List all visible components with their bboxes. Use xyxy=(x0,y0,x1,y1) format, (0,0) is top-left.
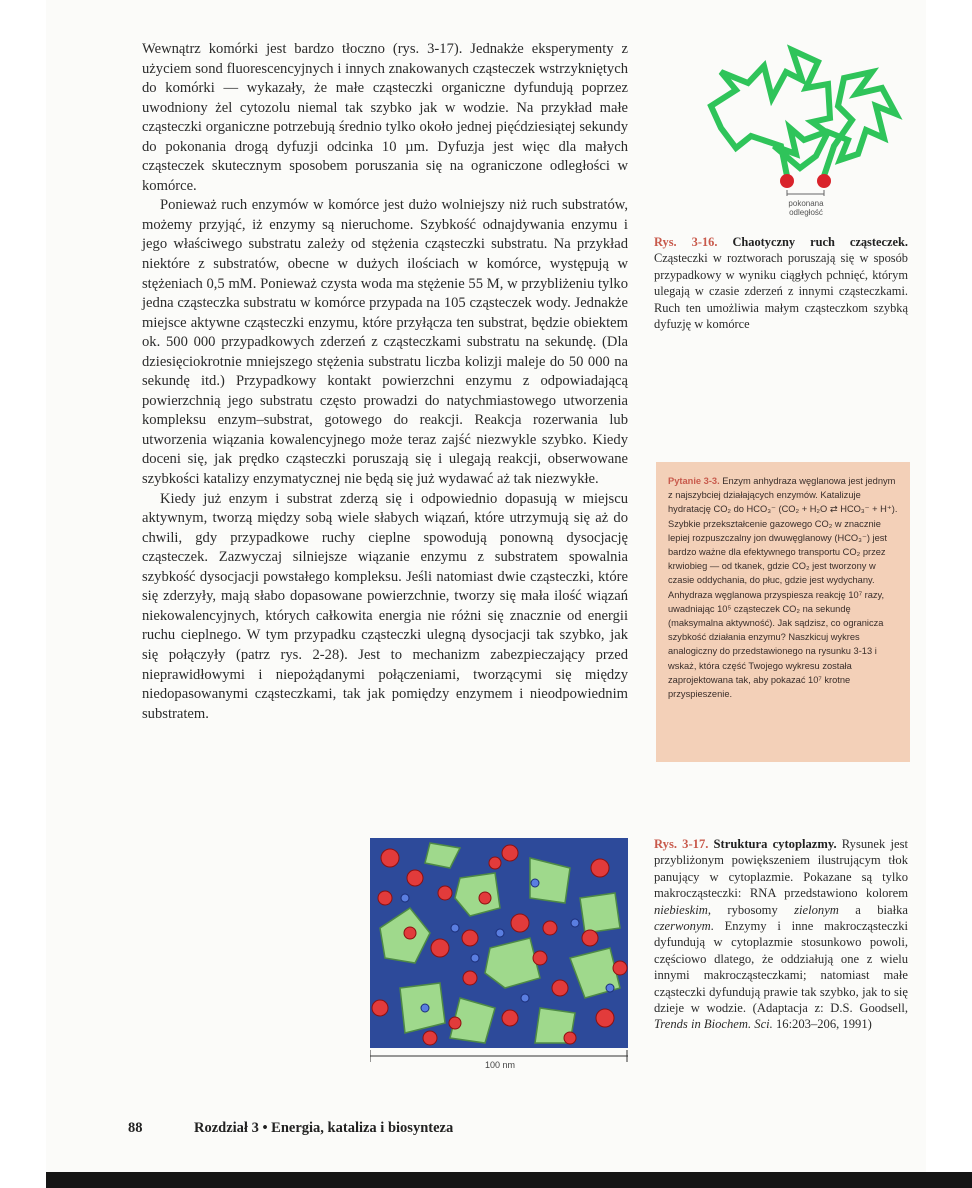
end-marker xyxy=(817,174,831,188)
cytoplasm-illustration xyxy=(370,838,628,1048)
fig16-caption xyxy=(654,234,908,332)
fig17-caption-label: Rys. 3-17. xyxy=(654,837,709,851)
fig16-caption-text: Cząsteczki w roztworach poruszają się w sposób przypadkowy w wyniku ciągłych pchnięć, którym ulegają w czasie zderzeń z innymi cząsteczkami. Ruch ten umożliwia małym cząsteczkom szybką dyfuzję w komórce xyxy=(654,251,908,332)
distance-label-2: odległość xyxy=(789,208,823,217)
fig17-caption-blue: niebieskim xyxy=(654,902,708,917)
fig17-caption-text-5: 16:203–206, 1991) xyxy=(775,1017,872,1032)
fig16-caption-label: Rys. 3-16. xyxy=(654,235,718,249)
fig17-caption xyxy=(654,836,908,1033)
start-marker xyxy=(780,174,794,188)
fig16-caption-title: Chaotyczny ruch cząsteczek. xyxy=(732,235,908,249)
fig17-caption-text-1: Rysunek jest przybliżonym powiększeniem ilustrującym tłok panujący w cytoplazmie. Pokazane są tylko makrocząsteczki: RNA przedstawiono kolorem xyxy=(654,837,908,901)
fig17-caption-journal: Trends in Biochem. Sci. xyxy=(654,1017,773,1032)
distance-label-1: pokonana xyxy=(788,199,824,208)
fig17-caption-text-2: , rybosomy xyxy=(707,902,778,917)
fig17-caption-green: zielonym xyxy=(794,902,839,917)
scan-bottom-edge xyxy=(46,1172,972,1188)
fig17-caption-text-3: a białka xyxy=(855,902,909,917)
chapter-title: Rozdział 3 • Energia, kataliza i biosynteza xyxy=(194,1120,454,1136)
page-footer xyxy=(128,1120,453,1137)
question-box xyxy=(656,462,910,762)
question-label: Pytanie 3-3. xyxy=(668,476,720,486)
page-number: 88 xyxy=(128,1120,143,1136)
random-walk-path xyxy=(711,50,896,176)
fig17-caption-text-4: . Enzymy i inne makrocząsteczki dyfundują w cytoplazmie stosunkowo powoli, częściowo dlatego, że oddziałują one z wielu innymi makrocząsteczkami; natomiast małe cząsteczki dyfundują prawie tak szybko, jak to się dzieje w wodzie. (Adaptacja z: D.S. Goodsell, xyxy=(654,919,908,1016)
paragraph-2: Ponieważ ruch enzymów w komórce jest dużo wolniejszy niż ruch substratów, możemy przyjąć, iż enzymy są nieruchome. Szybkość odnajdywania enzymu i jego właściwego substratu zależy od stężenia cząsteczki substratu. Na przykład niektóre z substratów, obecne w dużych ilościach w komórce, występują w stężeniach 0,5 mM. Ponieważ czysta woda ma stężenie 55 M, w przybliżeniu tylko jedna cząsteczka substratu w komórce przypada na 105 cząsteczek wody. Jednakże miejsce aktywne cząsteczki enzymu, które przyłącza ten substrat, będzie obiektem ok. 500 000 przypadkowych zderzeń z cząsteczkami substratu na sekundę. (Dla dziesięciokrotnie mniejszego stężenia substratu liczba kolizji maleje do 50 000 na sekundę itd.) Przypadkowy kontakt powierzchni enzymu z odpowiadającą powierzchnią jego substratu często prowadzi do natychmiastowego utworzenia kompleksu enzym–substrat, gotowego do reakcji. Reakcja rozerwania lub utworzenia wiązania kowalencyjnego może teraz zajść niezwykle szybko. Kiedy doceni się, jak prędko cząsteczki poruszają się i ulegają reakcji, obserwowane szybkości katalizy enzymatycznej nie będą się już wydawać aż tak niezwykłe. xyxy=(142,197,628,488)
paragraph-3: Kiedy już enzym i substrat zderzą się i odpowiednio dopasują w miejscu aktywnym, tworzą między sobą wiele słabych wiązań, które utrzymują się aż do chwili, gdy przypadkowe ruchy cieplne spowodują ponowną dysocjację cząsteczek. Zazwyczaj silniejsze wiązanie enzymu z substratem spowalnia szybkość dysocjacji powstałego kompleksu. Jeśli natomiast dwie cząsteczki, które się zderzyły, mają słabo dopasowane powierzchnie, tworzy się mała ilość wiązań niekowalencyjnych, których całkowita energia nie różni się znacznie od energii ruchu cieplnego. W tym przypadku cząsteczki ulegną dysocjacji tak szybko, jak się połączyły (patrz rys. 2-28). Jest to mechanizm zabezpieczający przed nieprawidłowymi i niepożądanymi połączeniami, tworzącymi się między niedopasowanymi cząsteczkami, tak jak pomiędzy enzymem i nieodpowiednim substratem. xyxy=(142,490,628,722)
main-text-column xyxy=(142,40,628,724)
question-text: Enzym anhydraza węglanowa jest jednym z najszybciej działających enzymów. Katalizuje hydratację CO₂ do HCO₃⁻ (CO₂ + H₂O ⇄ HCO₃⁻ + H⁺). Szybkie przekształcenie gazowego CO₂ w znacznie lepiej rozpuszczalny jon dwuwęglanowy (HCO₃⁻) jest bardzo ważne dla efektywnego transportu CO₂ przez krwiobieg — od tkanek, gdzie CO₂ jest tworzony w czasie oddychania, do płuc, gdzie jest wydychany. Anhydraza węglanowa przyspiesza reakcję 10⁷ razy, uwadniając 10⁵ cząsteczek CO₂ na sekundę (maksymalna aktywność). Jak sądzisz, co ogranicza szybkość działania enzymu? Naszkicuj wykres analogiczny do przedstawionego na rysunku 3-13 i wskaż, która część Twojego wykresu została zaprojektowana tak, aby pokazać 10⁷ krotne przyspieszenie. xyxy=(668,476,898,700)
fig17-caption-red: czerwonym xyxy=(654,919,711,934)
paragraph-1: Wewnątrz komórki jest bardzo tłoczno (rys. 3-17). Jednakże eksperymenty z użyciem sond fluorescencyjnych i innych znakowanych cząsteczek wstrzykniętych do komórki — wykazały, że małe cząsteczki organiczne dyfundują poprzez uwodniony żel cytozolu niemal tak szybko jak w wodzie. Na przykład małe cząsteczki organiczne potrzebują średnio tylko około jednej pięćdziesiątej sekundy do pokonania drogą dyfuzji odcinka 10 µm. Dyfuzja jest więc dla małych cząsteczek skutecznym sposobem poruszania się na ograniczone odległości w komórce. xyxy=(142,41,628,194)
scale-label: 100 nm xyxy=(484,1060,516,1070)
fig17-caption-title: Struktura cytoplazmy. xyxy=(713,837,837,851)
random-walk-figure xyxy=(676,28,924,250)
